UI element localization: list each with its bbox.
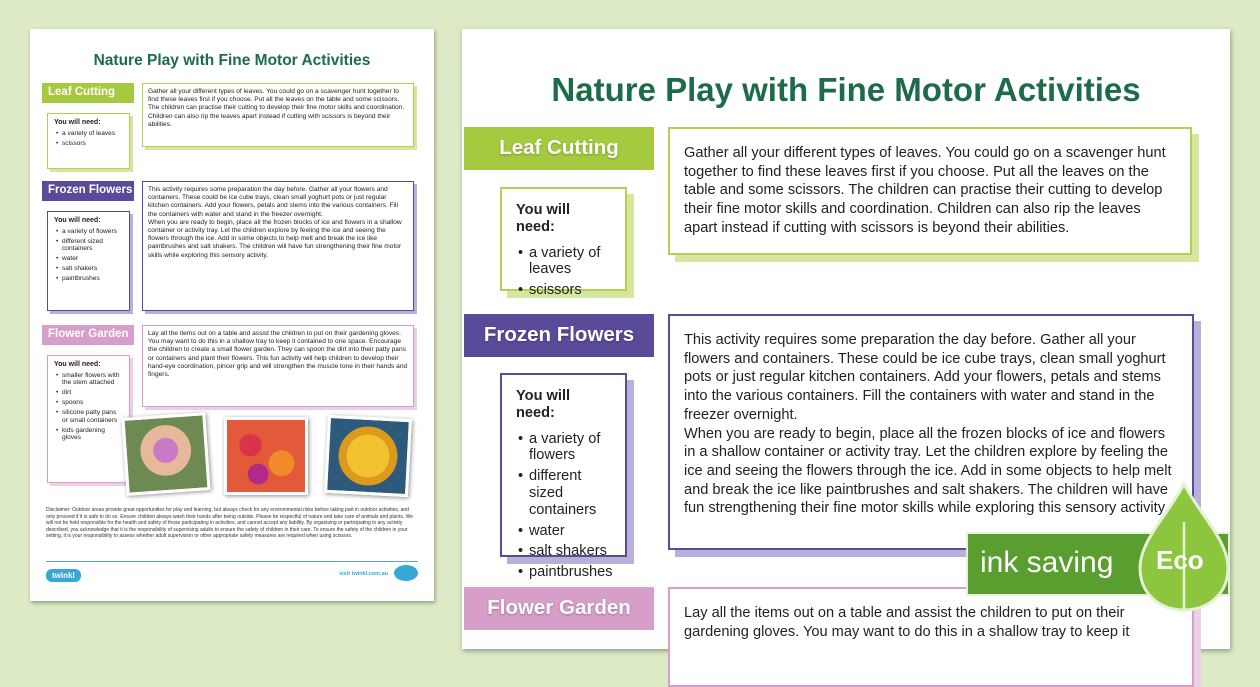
section-label-frozen-flowers: Frozen Flowers xyxy=(464,314,654,357)
list-item: • a variety of leaves xyxy=(56,130,123,137)
list-item: • paintbrushes xyxy=(56,275,123,282)
list-item: • different sized containers xyxy=(56,238,123,252)
twinkl-logo: twinkl xyxy=(46,569,81,582)
disclaimer-text: Disclaimer: Outdoor areas provide great opportunities for play and learning, but always check for any environmental risks before taking part in outdoor activities, and only proceed if it is safe to do so. Ensure children always wash their hands after being outside. Please be respectful of nature and take care of animals and plants. We will not be held responsible for the health and safety of those participating in activities, and cannot accept any liability. By organising or participating in any activity described, you acknowledge that it is the responsibility of supervising adults to ensure the safety of children in their care. To ensure the safety of the children in your setting, it is your responsibility to assess whether adult supervision or other appropriate safety measures are required when using scissors. xyxy=(46,507,414,539)
needs-box-frozen-flowers xyxy=(500,373,627,581)
section-label-leaf-cutting: Leaf Cutting xyxy=(464,127,654,170)
list-item: • paintbrushes xyxy=(518,564,611,581)
thumb-label-flower-garden: Flower Garden xyxy=(42,325,134,345)
thumb-needs-flower-garden xyxy=(47,355,130,483)
paragraph: This activity requires some preparation the day before. Gather all your flowers and containers. These could be ice cube trays, clean small yoghurt pots or just regular kitchen containers. Add your flowers, petals and stems into the various containers. Fill the containers with water and stand in the freezer overnight. xyxy=(148,186,398,218)
needs-title: You will need: xyxy=(516,202,571,235)
page-title: Nature Play with Fine Motor Activities xyxy=(551,71,1141,108)
thumb-needs-title: You will need: xyxy=(54,361,101,368)
list-item: • smaller flowers with the stem attached xyxy=(56,372,123,386)
list-item: • salt shakers xyxy=(56,265,123,272)
list-item: • different sized containers xyxy=(518,468,611,518)
list-item: • dirt xyxy=(56,389,123,396)
needs-title: You will need: xyxy=(516,388,571,421)
eco-label: Eco xyxy=(1156,545,1204,575)
section-text-frozen-flowers xyxy=(668,314,1194,550)
thumb-needs-title: You will need: xyxy=(54,119,101,126)
thumb-needs-title: You will need: xyxy=(54,217,101,224)
photo-autumn-leaves xyxy=(224,417,308,495)
list-item: • a variety of leaves xyxy=(518,245,611,279)
list-item: • scissors xyxy=(518,282,611,299)
thumb-needs-leaf-cutting xyxy=(47,113,130,169)
paragraph: When you are ready to begin, place all the frozen blocks of ice and flowers in a shallow container or activity tray. Let the children explore by feeling the ice and seeing the flowers through the ice. Add in some objects to help melt and break the ice like paintbrushes and salt shakers. The children will have fun strengthening their fine motor skills while exploring this sensory activity. xyxy=(684,425,1172,517)
paragraph: When you are ready to begin, place all the frozen blocks of ice and flowers in a shallow container or activity tray. Let the children explore by feeling the ice and seeing the flowers through the ice. Add in some objects to help melt and break the ice like paintbrushes and salt shakers. The children will have fun strengthening their fine motor skills while exploring this sensory activity. xyxy=(148,218,402,259)
list-item: • spoons xyxy=(56,399,123,406)
thumbnail-page[interactable] xyxy=(30,29,434,601)
list-item: • silicone patty pans or small containers xyxy=(56,409,123,423)
thumb-label-frozen-flowers: Frozen Flowers xyxy=(42,181,134,201)
thumb-text-leaf-cutting: Gather all your different types of leaves. You could go on a scavenger hunt together to find these leaves first if you choose. Put all the leaves on the table and some scissors. The children can practise their cutting to develop their fine motor skills and coordination. Children can also rip the leaves apart instead if cutting with scissors is beyond their abilities. xyxy=(142,83,414,147)
needs-box-leaf-cutting xyxy=(500,187,627,299)
list-item: • water xyxy=(56,255,123,262)
thumb-label-leaf-cutting: Leaf Cutting xyxy=(42,83,134,103)
footer-badge-icon xyxy=(394,565,418,581)
list-item: • a variety of flowers xyxy=(518,431,611,465)
list-item: • a variety of flowers xyxy=(56,228,123,235)
list-item: • water xyxy=(518,523,611,540)
section-label-flower-garden: Flower Garden xyxy=(464,587,654,630)
thumbnail-title: Nature Play with Fine Motor Activities xyxy=(93,52,371,69)
thumb-text-frozen-flowers xyxy=(142,181,414,311)
thumb-text-flower-garden: Lay all the items out on a table and assist the children to put on their gardening gloves. You may want to do this in a shallow tray to keep it contained to one space. Encourage the children to create a small flower garden. They can spoon the dirt into their patty pans or containers and plant their flowers. This fun activity will help children to develop their hand-eye coordination, pincer grip and will strengthen the muscle tone in their hands and fingers. xyxy=(142,325,414,407)
footer-url: visit twinkl.com.au xyxy=(339,571,388,577)
list-item: • kids gardening gloves xyxy=(56,427,123,441)
section-text-leaf-cutting: Gather all your different types of leaves. You could go on a scavenger hunt together to find these leaves first if you choose. Put all the leaves on the table and some scissors. The children can practise their cutting to develop their fine motor skills and coordination. Children can also rip the leaves apart instead if cutting with scissors is beyond their abilities. xyxy=(668,127,1192,255)
ink-saving-label: ink saving xyxy=(980,546,1114,579)
photo-yellow-flowers xyxy=(324,415,412,497)
photo-hands-flowers xyxy=(121,412,210,496)
thumb-needs-frozen-flowers xyxy=(47,211,130,311)
footer-divider xyxy=(46,561,418,562)
paragraph: This activity requires some preparation the day before. Gather all your flowers and containers. These could be ice cube trays, clean small yoghurt pots or just regular kitchen containers. Add your flowers, petals and stems into the various containers. Fill the containers with water and stand in the freezer overnight. xyxy=(684,332,1166,423)
list-item: • scissors xyxy=(56,140,123,147)
section-text-flower-garden: Lay all the items out on a table and assist the children to put on their gardening gloves. You may want to do this in a shallow tray to keep it xyxy=(668,587,1194,687)
list-item: • salt shakers xyxy=(518,543,611,560)
